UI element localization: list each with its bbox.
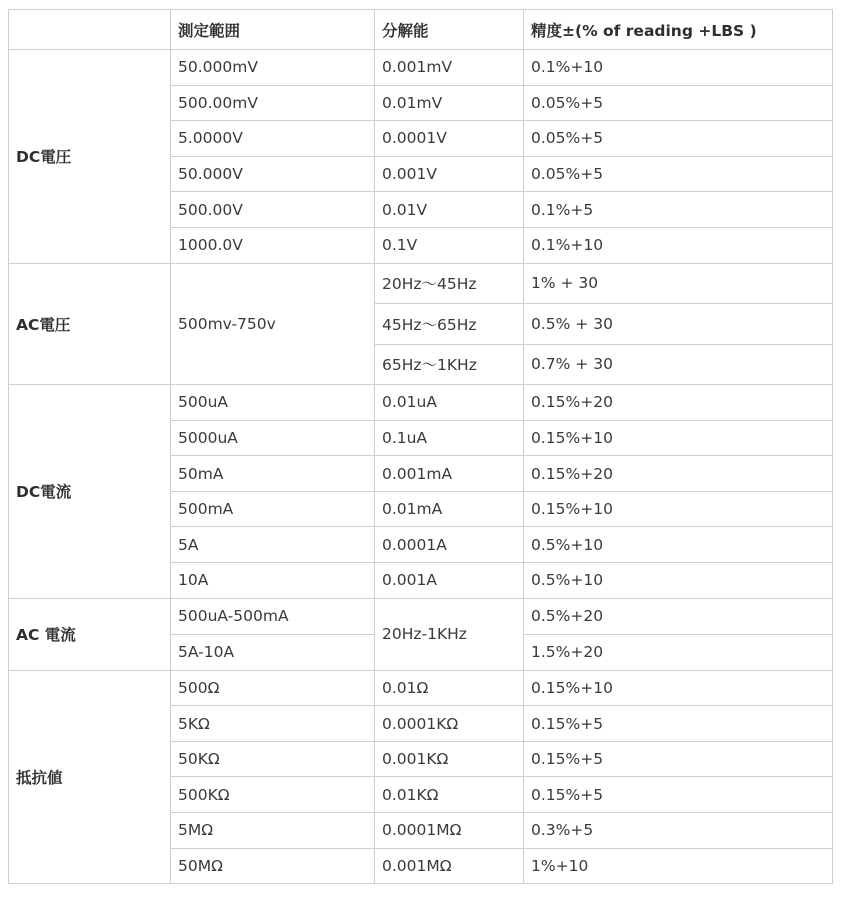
range-cell: 500.00V bbox=[171, 192, 375, 228]
range-cell: 1000.0V bbox=[171, 227, 375, 263]
header-accuracy: 精度±(% of reading +LBS ) bbox=[524, 10, 833, 50]
accuracy-cell: 0.15%+5 bbox=[524, 741, 833, 777]
resolution-cell: 45Hz～65Hz bbox=[375, 304, 524, 345]
resolution-cell: 0.01KΩ bbox=[375, 777, 524, 813]
resolution-cell: 0.01uA bbox=[375, 385, 524, 421]
range-cell: 50.000mV bbox=[171, 50, 375, 86]
range-cell: 500KΩ bbox=[171, 777, 375, 813]
range-cell: 500mv-750v bbox=[171, 263, 375, 385]
spec-table bbox=[8, 9, 833, 884]
range-cell: 50MΩ bbox=[171, 848, 375, 884]
accuracy-cell: 0.15%+20 bbox=[524, 385, 833, 421]
range-cell: 5MΩ bbox=[171, 813, 375, 849]
accuracy-cell: 0.15%+20 bbox=[524, 456, 833, 492]
table-row bbox=[9, 670, 833, 706]
accuracy-cell: 0.5%+10 bbox=[524, 563, 833, 599]
resolution-cell: 0.01V bbox=[375, 192, 524, 228]
resolution-cell: 65Hz～1KHz bbox=[375, 344, 524, 385]
resolution-cell: 0.1uA bbox=[375, 420, 524, 456]
accuracy-cell: 0.15%+10 bbox=[524, 670, 833, 706]
range-cell: 500.00mV bbox=[171, 85, 375, 121]
header-blank bbox=[9, 10, 171, 50]
accuracy-cell: 0.15%+10 bbox=[524, 420, 833, 456]
accuracy-cell: 0.3%+5 bbox=[524, 813, 833, 849]
resolution-cell: 0.0001A bbox=[375, 527, 524, 563]
table-row bbox=[9, 263, 833, 304]
range-cell: 50.000V bbox=[171, 156, 375, 192]
range-cell: 5KΩ bbox=[171, 706, 375, 742]
accuracy-cell: 0.1%+10 bbox=[524, 50, 833, 86]
resolution-cell: 0.1V bbox=[375, 227, 524, 263]
accuracy-cell: 0.5%+10 bbox=[524, 527, 833, 563]
accuracy-cell: 0.15%+5 bbox=[524, 706, 833, 742]
accuracy-cell: 0.05%+5 bbox=[524, 156, 833, 192]
range-cell: 500uA bbox=[171, 385, 375, 421]
accuracy-cell: 0.5%+20 bbox=[524, 598, 833, 634]
range-cell: 500uA-500mA bbox=[171, 598, 375, 634]
table-row bbox=[9, 50, 833, 86]
group-resistance: 抵抗値 bbox=[9, 670, 171, 884]
table-row bbox=[9, 598, 833, 634]
accuracy-cell: 0.15%+10 bbox=[524, 491, 833, 527]
accuracy-cell: 0.1%+5 bbox=[524, 192, 833, 228]
accuracy-cell: 1%+10 bbox=[524, 848, 833, 884]
header-resolution: 分解能 bbox=[375, 10, 524, 50]
range-cell: 10A bbox=[171, 563, 375, 599]
header-range: 測定範囲 bbox=[171, 10, 375, 50]
range-cell: 5000uA bbox=[171, 420, 375, 456]
accuracy-cell: 1% + 30 bbox=[524, 263, 833, 304]
resolution-cell: 0.001mA bbox=[375, 456, 524, 492]
range-cell: 5A bbox=[171, 527, 375, 563]
group-dc-current: DC電流 bbox=[9, 385, 171, 599]
accuracy-cell: 0.15%+5 bbox=[524, 777, 833, 813]
table-row bbox=[9, 385, 833, 421]
resolution-cell: 0.001V bbox=[375, 156, 524, 192]
range-cell: 500mA bbox=[171, 491, 375, 527]
resolution-cell: 0.001A bbox=[375, 563, 524, 599]
resolution-cell: 0.0001V bbox=[375, 121, 524, 157]
range-cell: 5.0000V bbox=[171, 121, 375, 157]
resolution-cell: 0.01Ω bbox=[375, 670, 524, 706]
resolution-cell: 0.0001MΩ bbox=[375, 813, 524, 849]
accuracy-cell: 0.5% + 30 bbox=[524, 304, 833, 345]
resolution-cell: 0.001MΩ bbox=[375, 848, 524, 884]
resolution-cell: 0.001KΩ bbox=[375, 741, 524, 777]
range-cell: 500Ω bbox=[171, 670, 375, 706]
group-ac-voltage: AC電圧 bbox=[9, 263, 171, 385]
group-ac-current: AC 電流 bbox=[9, 598, 171, 670]
resolution-cell: 0.001mV bbox=[375, 50, 524, 86]
accuracy-cell: 1.5%+20 bbox=[524, 634, 833, 670]
accuracy-cell: 0.1%+10 bbox=[524, 227, 833, 263]
resolution-cell: 20Hz～45Hz bbox=[375, 263, 524, 304]
range-cell: 50mA bbox=[171, 456, 375, 492]
resolution-cell: 0.0001KΩ bbox=[375, 706, 524, 742]
accuracy-cell: 0.05%+5 bbox=[524, 121, 833, 157]
header-row bbox=[9, 10, 833, 50]
accuracy-cell: 0.7% + 30 bbox=[524, 344, 833, 385]
resolution-cell: 0.01mA bbox=[375, 491, 524, 527]
range-cell: 50KΩ bbox=[171, 741, 375, 777]
range-cell: 5A-10A bbox=[171, 634, 375, 670]
accuracy-cell: 0.05%+5 bbox=[524, 85, 833, 121]
resolution-cell: 0.01mV bbox=[375, 85, 524, 121]
resolution-cell: 20Hz-1KHz bbox=[375, 598, 524, 670]
group-dc-voltage: DC電圧 bbox=[9, 50, 171, 264]
